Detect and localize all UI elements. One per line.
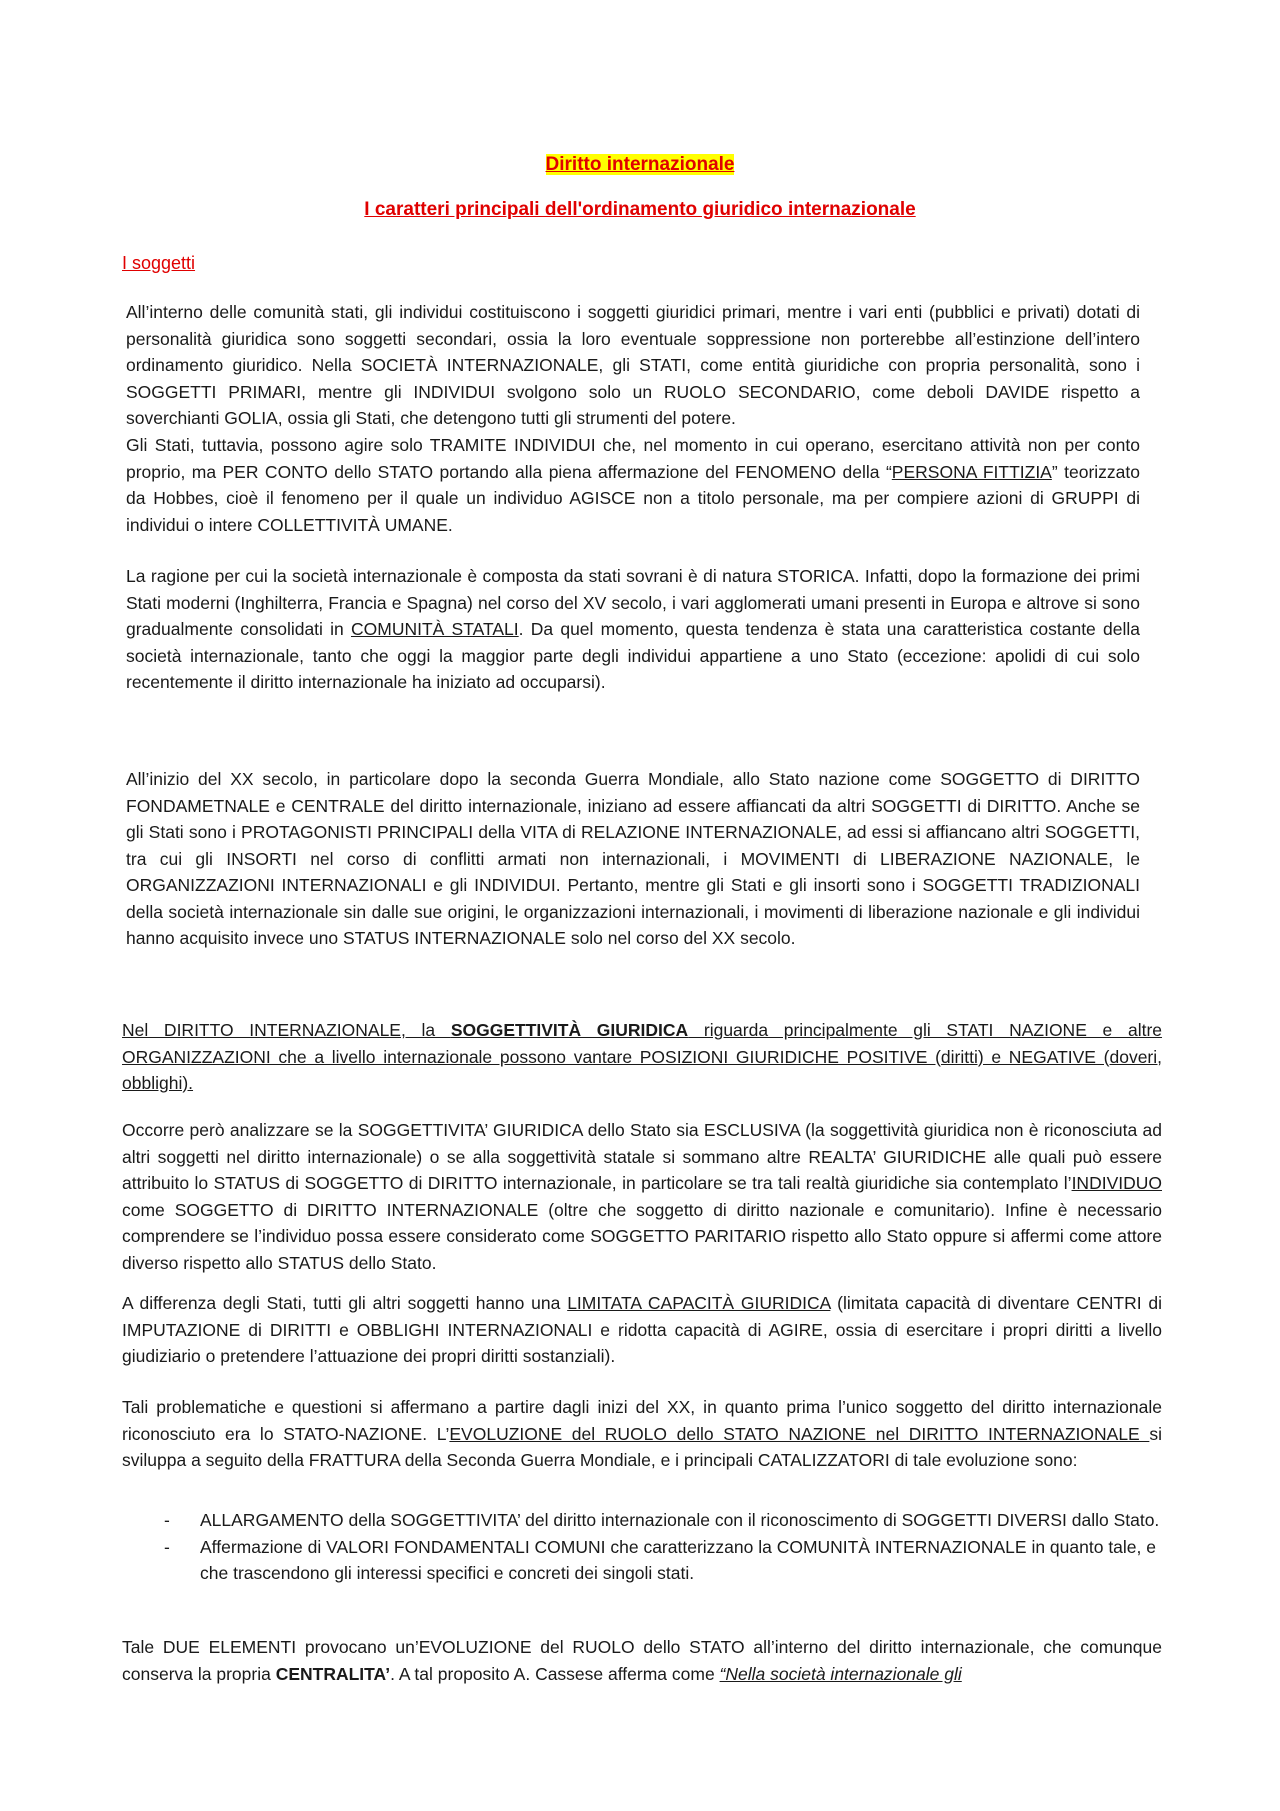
paragraph-xx-secolo: All’inizio del XX secolo, in particolare dopo la seconda Guerra Mondiale, allo Stato nazione come SOGGETTO di DIRITTO FONDAMETNALE e CENTRALE del diritto internazionale, iniziano ad essere affiancati da altri SOGGETTI di DIRITTO. Anche se gli Stati sono i PROTAGONISTI PRINCIPALI della VITA di RELAZIONE INTERNAZIONALE, ad essi si affiancano altri SOGGETTI, tra cui gli INSORTI nel corso di conflitti armati non internazionali, i MOVIMENTI di LIBERAZIONE NAZIONALE, le ORGANIZZAZIONI INTERNAZIONALI e gli INDIVIDUI. Pertanto, mentre gli Stati e gli insorti sono i SOGGETTI TRADIZIONALI della società internazionale sin dalle sue origini, le organizzazioni internazionali, i movimenti di liberazione nazionale e gli individui hanno acquisito invece uno STATUS INTERNAZIONALE solo nel corso del XX secolo. [126, 769, 1140, 948]
list-item: - ALLARGAMENTO della SOGGETTIVITA’ del diritto internazionale con il riconoscimento di SOGGETTI DIVERSI dallo Stato. [164, 1510, 1160, 1530]
catalysts-list [122, 1507, 1162, 1587]
paragraph-cassese: Tale DUE ELEMENTI provocano un’EVOLUZIONE del RUOLO dello STATO all’interno del diritto internazionale, che comunque conserva la propria CENTRALITA’. A tal proposito A. Cassese afferma come “Nella società internazionale gli [122, 1637, 1162, 1684]
section-heading: I soggetti [122, 253, 196, 273]
paragraph-capacita: A differenza degli Stati, tutti gli altri soggetti hanno una LIMITATA CAPACITÀ GIURIDICA (limitata capacità di diventare CENTRI di IMPUTAZIONE di DIRITTI e OBBLIGHI INTERNAZIONALI e ridotta capacità di AGIRE, ossia di esercitare i propri diritti a livello giudiziario o pretendere l’attuazione dei propri diritti sostanziali). [122, 1293, 1162, 1366]
paragraph-persona-fittizia: Gli Stati, tuttavia, possono agire solo TRAMITE INDIVIDUI che, nel momento in cui operano, esercitano attività non per conto proprio, ma PER CONTO dello STATO portando alla piena affermazione del FENOMENO della “PERSONA FITTIZIA” teorizzato da Hobbes, cioè il fenomeno per il quale un individuo AGISCE non a titolo personale, ma per compiere azioni di GRUPPI di individui o intere COLLETTIVITÀ UMANE. [126, 435, 1140, 535]
paragraph-analisi: Occorre però analizzare se la SOGGETTIVITA’ GIURIDICA dello Stato sia ESCLUSIVA (la soggettività giuridica non è riconosciuta ad altri soggetti nel diritto internazionale) o se alla soggettività statale si sommano altre REALTA’ GIURIDICHE alle quali può essere attribuito lo STATUS di SOGGETTO di DIRITTO internazionale, in particolare se tra tali realtà giuridiche sia contemplato l’INDIVIDUO come SOGGETTO di DIRITTO INTERNAZIONALE (oltre che soggetto di diritto nazionale e comunitario). Infine è necessario comprendere se l’individuo possa essere considerato come SOGGETTO PARITARIO rispetto allo Stato oppure si affermi come attore diverso rispetto allo STATUS dello Stato. [122, 1120, 1162, 1273]
document-subtitle: I caratteri principali dell'ordinamento giuridico internazionale [364, 199, 916, 220]
paragraph-soggettivita: Nel DIRITTO INTERNAZIONALE, la SOGGETTIVITÀ GIURIDICA riguarda principalmente gli STATI NAZIONE e altre ORGANIZZAZIONI che a livello internazionale possono vantare POSIZIONI GIURIDICHE POSITIVE (diritti) e NEGATIVE (doveri, obblighi). [122, 1020, 1163, 1093]
paragraph-intro: All’interno delle comunità stati, gli individui costituiscono i soggetti giuridici primari, mentre i vari enti (pubblici e privati) dotati di personalità giuridica sono soggetti secondari, ossia la loro eventuale soppressione non porterebbe all’estinzione dell’intero ordinamento giuridico. Nella SOCIETÀ INTERNAZIONALE, gli STATI, come entità giuridiche con propria personalità, sono i SOGGETTI PRIMARI, mentre gli INDIVIDUI svolgono solo un RUOLO SECONDARIO, come deboli DAVIDE rispetto a soverchianti GOLIA, ossia gli Stati, che detengono tutti gli strumenti del potere. [126, 302, 1140, 428]
paragraph-storia: La ragione per cui la società internazionale è composta da stati sovrani è di natura STORICA. Infatti, dopo la formazione dei primi Stati moderni (Inghilterra, Francia e Spagna) nel corso del XV secolo, i vari agglomerati umani presenti in Europa e altrove si sono gradualmente consolidati in COMUNITÀ STATALI. Da quel momento, questa tendenza è stata una caratteristica costante della società internazionale, tanto che oggi la maggior parte degli individui appartiene a uno Stato (eccezione: apolidi di cui solo recentemente il diritto internazionale ha iniziato ad occuparsi). [126, 566, 1140, 692]
list-item: - Affermazione di VALORI FONDAMENTALI COMUNI che caratterizzano la COMUNITÀ INTERNAZIONALE in quanto tale, e che trascendono gli interessi specifici e concreti dei singoli stati. [164, 1536, 1156, 1583]
document-title: Diritto internazionale [545, 154, 735, 175]
paragraph-evoluzione: Tali problematiche e questioni si affermano a partire dagli inizi del XX, in quanto prima l’unico soggetto del diritto internazionale riconosciuto era lo STATO-NAZIONE. L’EVOLUZIONE del RUOLO dello STATO NAZIONE nel DIRITTO INTERNAZIONALE si sviluppa a seguito della FRATTURA della Seconda Guerra Mondiale, e i principali CATALIZZATORI di tale evoluzione sono: [122, 1397, 1162, 1470]
